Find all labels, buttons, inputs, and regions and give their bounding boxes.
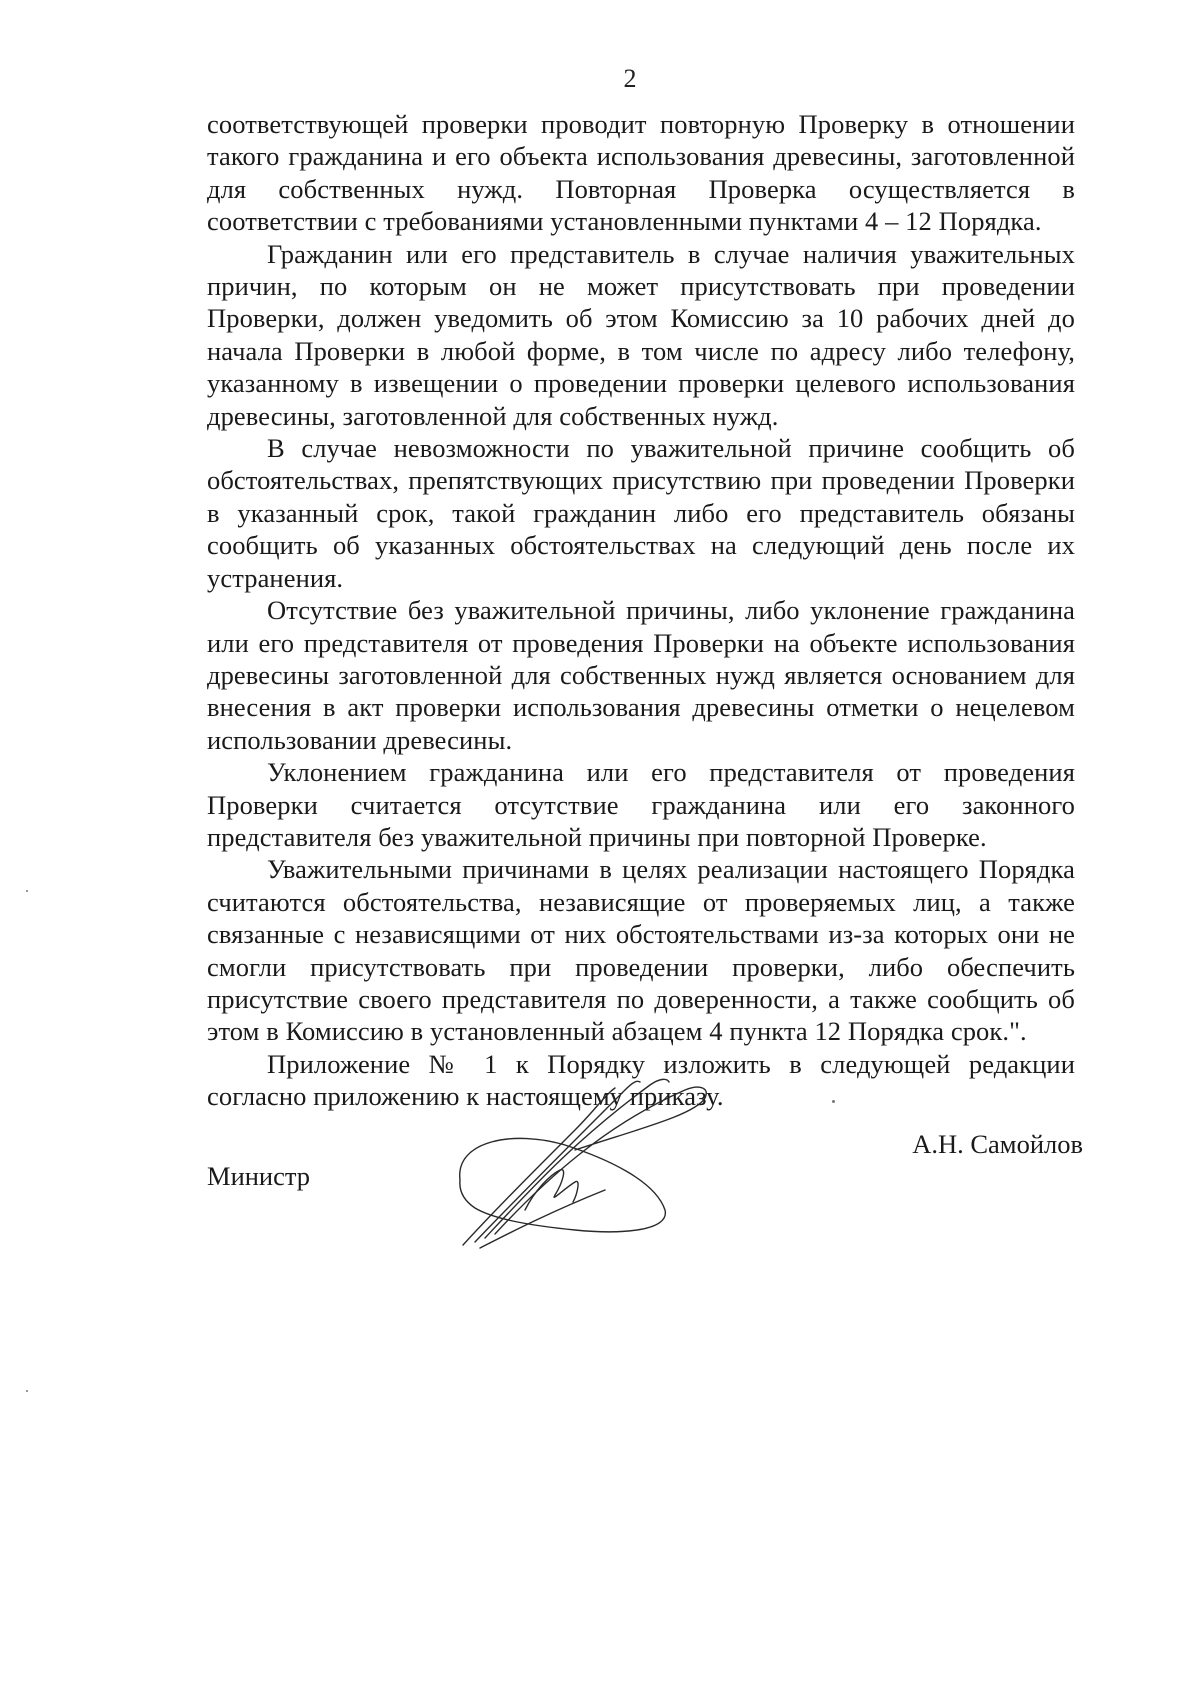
signatory-name: А.Н. Самойлов	[912, 1129, 1083, 1159]
signatory-role: Министр	[207, 1161, 311, 1191]
paragraph-continuation: соответствующей проверки проводит повторную Проверку в отношении такого гражданина и его объекта использования древесины, заготовленной для собственных нужд. Повторная Проверка осуществляется в соответствии с требованиями установленными пунктами 4 – 12 Порядка.	[207, 109, 1075, 237]
paragraph: Приложение № 1 к Порядку изложить в следующей редакции согласно приложению к настоящему приказу.	[207, 1048, 1075, 1112]
scan-speck	[26, 890, 28, 892]
paragraph: Отсутствие без уважительной причины, либо уклонение гражданина или его представителя от проведения Проверки на объекте использования древесины заготовленной для собственных нужд является основанием для внесения в акт проверки использования древесины отметки о нецелевом использовании древесины.	[207, 595, 1075, 755]
document-body	[207, 108, 1075, 1113]
paragraph: Уклонением гражданина или его представителя от проведения Проверки считается отсутствие гражданина или его законного представителя без уважительной причины при повторной Проверке.	[207, 757, 1075, 852]
paragraph: В случае невозможности по уважительной причине сообщить об обстоятельствах, препятствующих присутствию при проведении Проверки в указанный срок, такой гражданин либо его представитель обязаны сообщить об указанных обстоятельствах на следующий день после их устранения.	[207, 433, 1075, 593]
paragraph: Гражданин или его представитель в случае наличия уважительных причин, по которым он не может присутствовать при проведении Проверки, должен уведомить об этом Комиссию за 10 рабочих дней до начала Проверки в любой форме, в том числе по адресу либо телефону, указанному в извещении о проведении проверки целевого использования древесины, заготовленной для собственных нужд.	[207, 238, 1075, 431]
handwritten-signature	[455, 1070, 715, 1250]
page-number: 2	[623, 64, 637, 93]
paragraph: Уважительными причинами в целях реализации настоящего Порядка считаются обстоятельства, независящие от проверяемых лиц, а также связанные с независящими от них обстоятельствами из-за которых они не смогли присутствовать при проведении проверки, либо обеспечить присутствие своего представителя по доверенности, а также сообщить об этом в Комиссию в установленный абзацем 4 пункта 12 Порядка срок.".	[207, 854, 1075, 1047]
scan-speck	[26, 1390, 28, 1392]
scan-speck	[832, 1100, 835, 1103]
